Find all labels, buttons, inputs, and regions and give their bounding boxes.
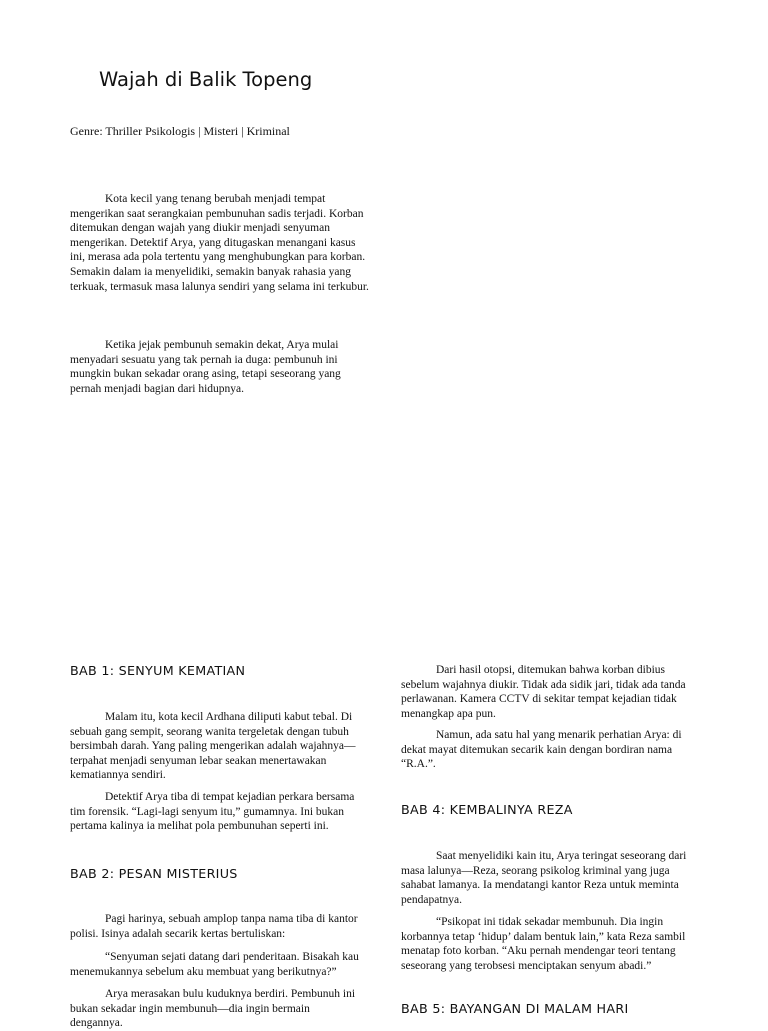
bab2-paragraph-3: Arya merasakan bulu kuduknya berdiri. Pembunuh ini bukan sekadar ingin membunuh—dia ingin bermain dengannya. (70, 988, 356, 1030)
bab2-paragraph-2: “Senyuman sejati datang dari penderitaan. Bisakah kau menemukannya sebelum aku membuat yang berikutnya?” (70, 951, 359, 978)
bab1-paragraph-1: Malam itu, kota kecil Ardhana diliputi kabut tebal. Di sebuah gang sempit, seorang wanita tergeletak dengan tubuh bersimbah darah. Yang paling mengerikan adalah wajahnya—terpahat menjadi senyuman lebar seakan menertawakan kematiannya sendiri. (70, 711, 356, 782)
document-title: Wajah di Balik Topeng (99, 68, 313, 91)
chapter-heading-bab1: BAB 1: SENYUM KEMATIAN (70, 663, 246, 678)
synopsis-paragraph-1: Kota kecil yang tenang berubah menjadi tempat mengerikan saat serangkaian pembunuhan sadis terjadi. Korban ditemukan dengan wajah yang diukir menjadi senyuman mengerikan. Detektif Arya, yang ditugaskan menangani kasus ini, merasa ada pola tertentu yang menghubungkan para korban. Semakin dalam ia menyelidiki, semakin banyak rahasia yang terkuak, termasuk masa lalunya sendiri yang selama ini terkubur. (70, 193, 369, 293)
synopsis-paragraph-2: Ketika jejak pembunuh semakin dekat, Arya mulai menyadari sesuatu yang tak pernah ia duga: pembunuh ini mungkin bukan sekadar orang asing, tetapi seseorang yang pernah menjadi bagian dari hidupnya. (70, 339, 341, 395)
bab3-paragraph-1: Dari hasil otopsi, ditemukan bahwa korban dibius sebelum wajahnya diukir. Tidak ada sidik jari, tidak ada tanda perlawanan. Kamera CCTV di sekitar tempat kejadian tidak menangkap apa pun. (401, 664, 686, 720)
bab4-paragraph-1: Saat menyelidiki kain itu, Arya teringat seseorang dari masa lalunya—Reza, seorang psikolog kriminal yang juga sahabat lamanya. Ia mendatangi kantor Reza untuk meminta pendapatnya. (401, 850, 687, 906)
chapter-heading-bab2: BAB 2: PESAN MISTERIUS (70, 866, 238, 881)
chapter-heading-bab5: BAB 5: BAYANGAN DI MALAM HARI (401, 1001, 629, 1016)
bab1-paragraph-2: Detektif Arya tiba di tempat kejadian perkara bersama tim forensik. “Lagi-lagi senyum itu,” gumamnya. Ini bukan pertama kalinya ia melihat pola pembunuhan seperti ini. (70, 791, 355, 833)
bab3-paragraph-2: Namun, ada satu hal yang menarik perhatian Arya: di dekat mayat ditemukan secarik kain dengan bordiran nama “R.A.”. (401, 729, 682, 771)
bab4-paragraph-2: “Psikopat ini tidak sekadar membunuh. Dia ingin korbannya tetap ‘hidup’ dalam bentuk lain,” kata Reza sambil menatap foto korban. “Aku pernah mendengar teori tentang seseorang yang terobsesi menciptakan senyum abadi.” (401, 916, 686, 972)
chapter-heading-bab4: BAB 4: KEMBALINYA REZA (401, 802, 573, 817)
bab2-paragraph-1: Pagi harinya, sebuah amplop tanpa nama tiba di kantor polisi. Isinya adalah secarik kertas bertuliskan: (70, 913, 358, 940)
genre-line: Genre: Thriller Psikologis | Misteri | Kriminal (70, 124, 290, 138)
